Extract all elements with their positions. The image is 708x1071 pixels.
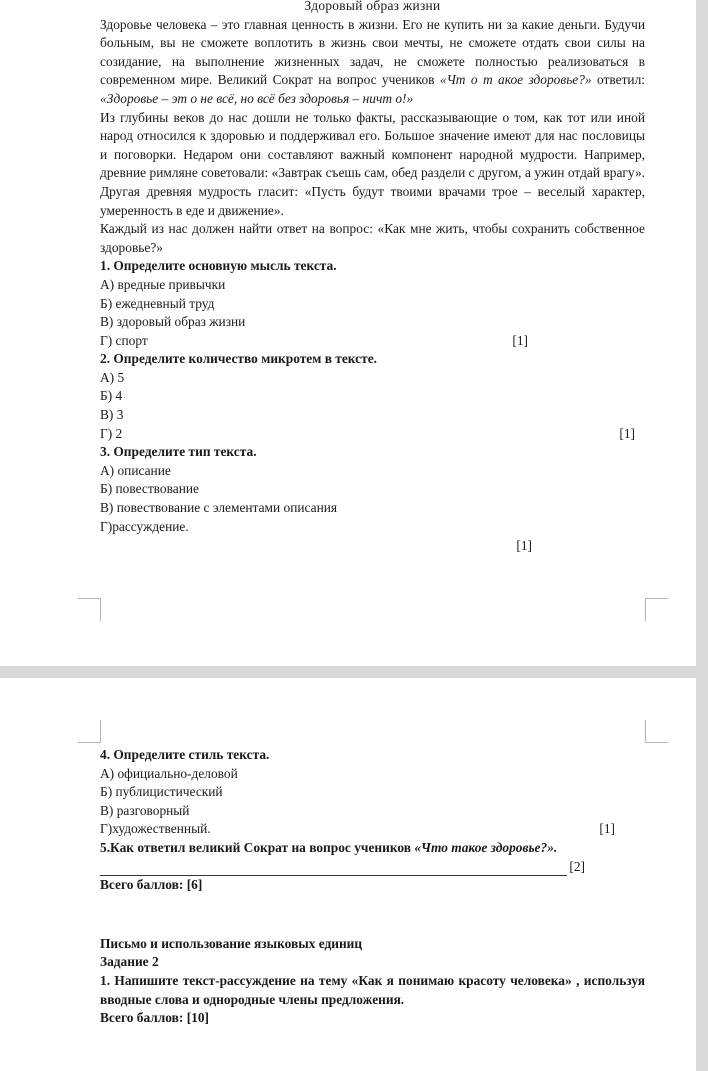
answer-option: Г)рассуждение. — [100, 518, 189, 534]
answer-option: Г) 2 — [100, 425, 123, 441]
question-2: 2. Определите количество микротем в тексте. — [100, 351, 377, 367]
answer-blank-line[interactable] — [100, 861, 567, 876]
answer-row — [100, 332, 645, 351]
answer-option: А) официально-деловой — [100, 765, 238, 781]
answer-option: А) 5 — [100, 369, 125, 385]
question-5 — [100, 839, 645, 858]
answer-option: В) разговорный — [100, 802, 190, 818]
answer-option: Г)художественный. — [100, 821, 211, 837]
socrates-answer-quote: «Здоровье – эт о не всё, но всё без здоровья – ничт о!» — [100, 90, 414, 106]
page-corner-mark — [78, 598, 101, 621]
page-corner-mark — [78, 720, 101, 743]
section-title: Письмо и использование языковых единиц — [100, 935, 363, 951]
score-mark: [2] — [569, 858, 585, 874]
answer-row — [100, 820, 645, 839]
page-corner-mark — [645, 720, 668, 743]
answer-option: А) описание — [100, 462, 171, 478]
paragraph-3: Каждый из нас должен найти ответ на вопрос: «Как мне жить, чтобы сохранить собственное здоровье?» — [100, 221, 645, 255]
answer-option: В) здоровый образ жизни — [100, 314, 246, 330]
score-mark: [1] — [512, 332, 528, 348]
answer-option: Б) повествование — [100, 481, 199, 497]
answer-option: В) повествование с элементами описания — [100, 500, 338, 516]
total-score-2: Всего баллов: [10] — [100, 1010, 210, 1026]
question-3: 3. Определите тип текста. — [100, 444, 257, 460]
answer-option: Б) ежедневный труд — [100, 295, 215, 311]
total-score-1: Всего баллов: [6] — [100, 877, 203, 893]
question-5-quote: «Что такое здоровье?». — [414, 839, 558, 855]
document-page-2 — [0, 678, 696, 1071]
answer-row — [100, 425, 645, 444]
task-text: 1. Напишите текст-рассуждение на тему «Как я понимаю красоту человека» , используя вводные слова и однородные члены предложения. — [100, 972, 645, 1007]
page-2-content — [100, 746, 645, 1028]
answer-line-row — [100, 858, 645, 877]
page-1-content — [100, 0, 645, 556]
document-title: Здоровый образ жизни — [304, 0, 441, 13]
question-4: 4. Определите стиль текста. — [100, 747, 270, 762]
paragraph-1 — [100, 16, 645, 109]
answer-option: Б) 4 — [100, 388, 123, 404]
answer-option: В) 3 — [100, 407, 124, 423]
paragraph-2: Из глубины веков до нас дошли не только факты, рассказывающие о том, как тот или иной народ относился к здоровью и поддерживал его. Большое значение имеют для нас пословицы и поговорки. Недаром они составляют важный компонент народной мудрости. Например, древние римляне советовали: «Завтрак съешь сам, обед раздели с другом, а ужин отдай врагу». Другая древняя мудрость гласит: «Пусть будут твоими врачами трое – веселый характер, умеренность в еде и движение». — [100, 109, 645, 218]
paragraph-1-text: Здоровье человека – это главная ценность в жизни. Его не купить ни за какие деньги. Будучи больным, вы не сможете воплотить в жизнь свои мечты, не сможете отдать свои силы на созидание, на выполнение жизненных задач, не сможете полностью реализоваться в современном мире. Великий Сократ на вопрос учеников — [100, 16, 645, 88]
student-question-quote: «Чт о т акое здоровье?» — [439, 72, 592, 88]
answer-option: Г) спорт — [100, 332, 148, 348]
score-mark: [1] — [619, 425, 635, 441]
task-label: Задание 2 — [100, 954, 159, 970]
answer-option: Б) публицистический — [100, 784, 223, 800]
paragraph-1-text-2: ответил: — [591, 72, 645, 88]
score-mark: [1] — [599, 821, 615, 837]
answer-option: А) вредные привычки — [100, 276, 226, 292]
question-1: 1. Определите основную мысль текста. — [100, 258, 337, 274]
page-corner-mark — [645, 598, 668, 621]
question-5-text: 5.Как ответил великий Сократ на вопрос учеников — [100, 839, 415, 855]
score-mark: [1] — [516, 538, 532, 554]
